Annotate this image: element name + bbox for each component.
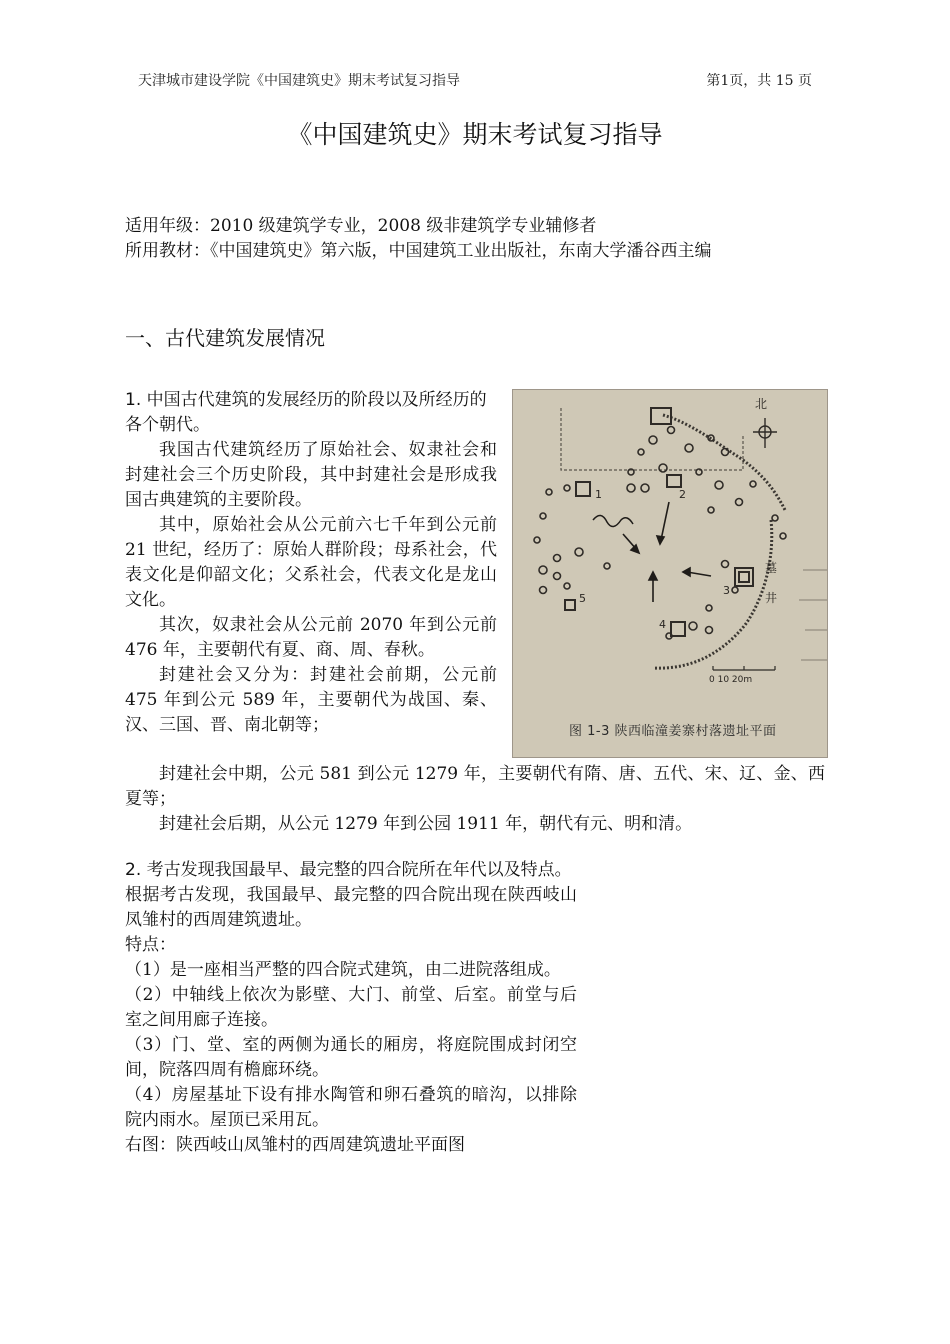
page-title: 《中国建筑史》期末考试复习指导 [287,120,663,149]
q2-feature-2: （2）中轴线上依次为影壁、大门、前堂、后室。前堂与后室之间用廊子连接。 [125,985,577,1030]
north-label: 北 [755,397,768,411]
house-label-1: 1 [595,488,602,501]
q1-p5-text-end: 等； [142,789,176,809]
house-label-5: 5 [579,592,586,605]
q1-p3-text: 其次，奴隶社会从公元前 2070 年到公元前 476 年，主要朝代有 [125,615,497,660]
q1-p3-highlight: 夏、商、周、春秋 [281,640,418,660]
q1-p2-text-end: 。 [159,590,176,610]
q1-p2-highlight-1: 原始人群阶段；母系社会 [273,540,463,560]
q1-p6-text-end: 。 [675,814,693,834]
q1-p4-text-end: 等； [295,715,329,735]
scale-label: 0 10 20m [709,675,753,685]
ditch-label: 墓 [765,561,778,575]
q1-paragraph-1 [125,438,497,513]
question-2 [125,858,577,1158]
q1-p1-highlight: 原始社会、奴隶社会和封建社会 [125,440,497,485]
q2-figure-caption: 右图：陕西岐山凤雏村的西周建筑遗址平面图 [125,1135,465,1155]
q1-paragraph-3 [125,613,497,663]
q2-feature-1: （1）是一座相当严整的四合院式建筑，由二进院落组成。 [125,960,561,980]
q1-p2-highlight-2: 仰韶文化；父系社会 [196,565,356,585]
figure-caption: 图 1-3 陕西临潼姜寨村落遗址平面 [569,724,777,739]
q2-features-label: 特点： [125,935,176,955]
q1-p6-text: 封建社会后期，从公元 1279 年到公园 1911 年，朝代有 [159,814,591,834]
q1-paragraph-4 [125,663,497,738]
q1-p5-text: 封建社会中期，公元 581 到公元 1279 年，主要朝代有 [159,764,585,784]
meta-textbook: 所用教材：《中国建筑史》第六版，中国建筑工业出版社，东南大学潘谷西主编 [125,241,712,261]
question-1-title: 1. 中国古代建筑的发展经历的阶段以及所经历的各个朝代。 [125,390,487,435]
q2-feature-3: （3）门、堂、室的两侧为通长的厢房，将庭院围成封闭空间，院落四周有檐廊环绕。 [125,1035,577,1080]
site-plan-drawing [513,390,827,757]
q1-paragraph-5 [125,762,825,812]
q2-intro-end: 。 [295,910,312,930]
q2-intro-text: 根据考古发现，我国最早、最完整的四合院出现在 [125,885,508,905]
q1-p1-text-end: 三个历史阶段，其中封建社会是形成我国古典建筑的主要阶段。 [125,465,497,510]
q1-p2-text-2: ，代表文化是 [125,540,498,585]
question-2-title: 2. 考古发现我国最早、最完整的四合院所在年代以及特点。 [125,860,572,880]
site-plan-figure [512,389,828,758]
q1-p2-highlight-3: 龙山文化 [125,565,497,610]
q1-p6-highlight: 元、明和清 [590,814,676,834]
header-page-number: 第1页，共 15 页 [706,73,812,89]
meta-grade: 适用年级：2010 级建筑学专业，2008 级非建筑学专业辅修者 [125,216,597,236]
q1-p4-text: 封建社会又分为：封建社会前期，公元前 475 年到公元 589 年，主要朝代为 [125,665,497,710]
q2-feature-4: （4）房屋基址下设有排水陶管和卵石叠筑的暗沟，以排除院内雨水。屋顶已采用瓦。 [125,1085,577,1130]
q1-p1-text: 我国古代建筑经历了 [159,440,320,460]
house-label-3: 3 [723,584,730,597]
q1-p5-highlight: 隋、唐、五代、宋、辽、金、西夏 [125,764,826,809]
q2-intro-highlight: 陕西岐山凤雏村的西周建筑遗址 [125,885,578,930]
house-label-4: 4 [659,618,666,631]
q1-p2-text: 其中，原始社会从公元前六七千年到公元前 21 世纪，经历了： [125,515,497,560]
well-label: 井 [765,591,778,605]
house-label-2: 2 [679,488,686,501]
header-doc-title: 天津城市建设学院《中国建筑史》期末考试复习指导 [138,73,460,89]
q1-paragraph-2 [125,513,497,613]
q2-intro [125,883,577,933]
question-1 [125,388,497,738]
section-heading: 一、古代建筑发展情况 [125,326,325,350]
course-meta [125,214,712,264]
q1-p4-highlight: 战国、秦、汉、三国、晋、南北朝 [125,690,498,735]
q1-paragraph-6 [125,812,825,837]
q1-p3-text-end: 。 [417,640,435,660]
question-1-continued [125,762,825,837]
q1-p2-text-3: ，代表文化是 [355,565,463,585]
